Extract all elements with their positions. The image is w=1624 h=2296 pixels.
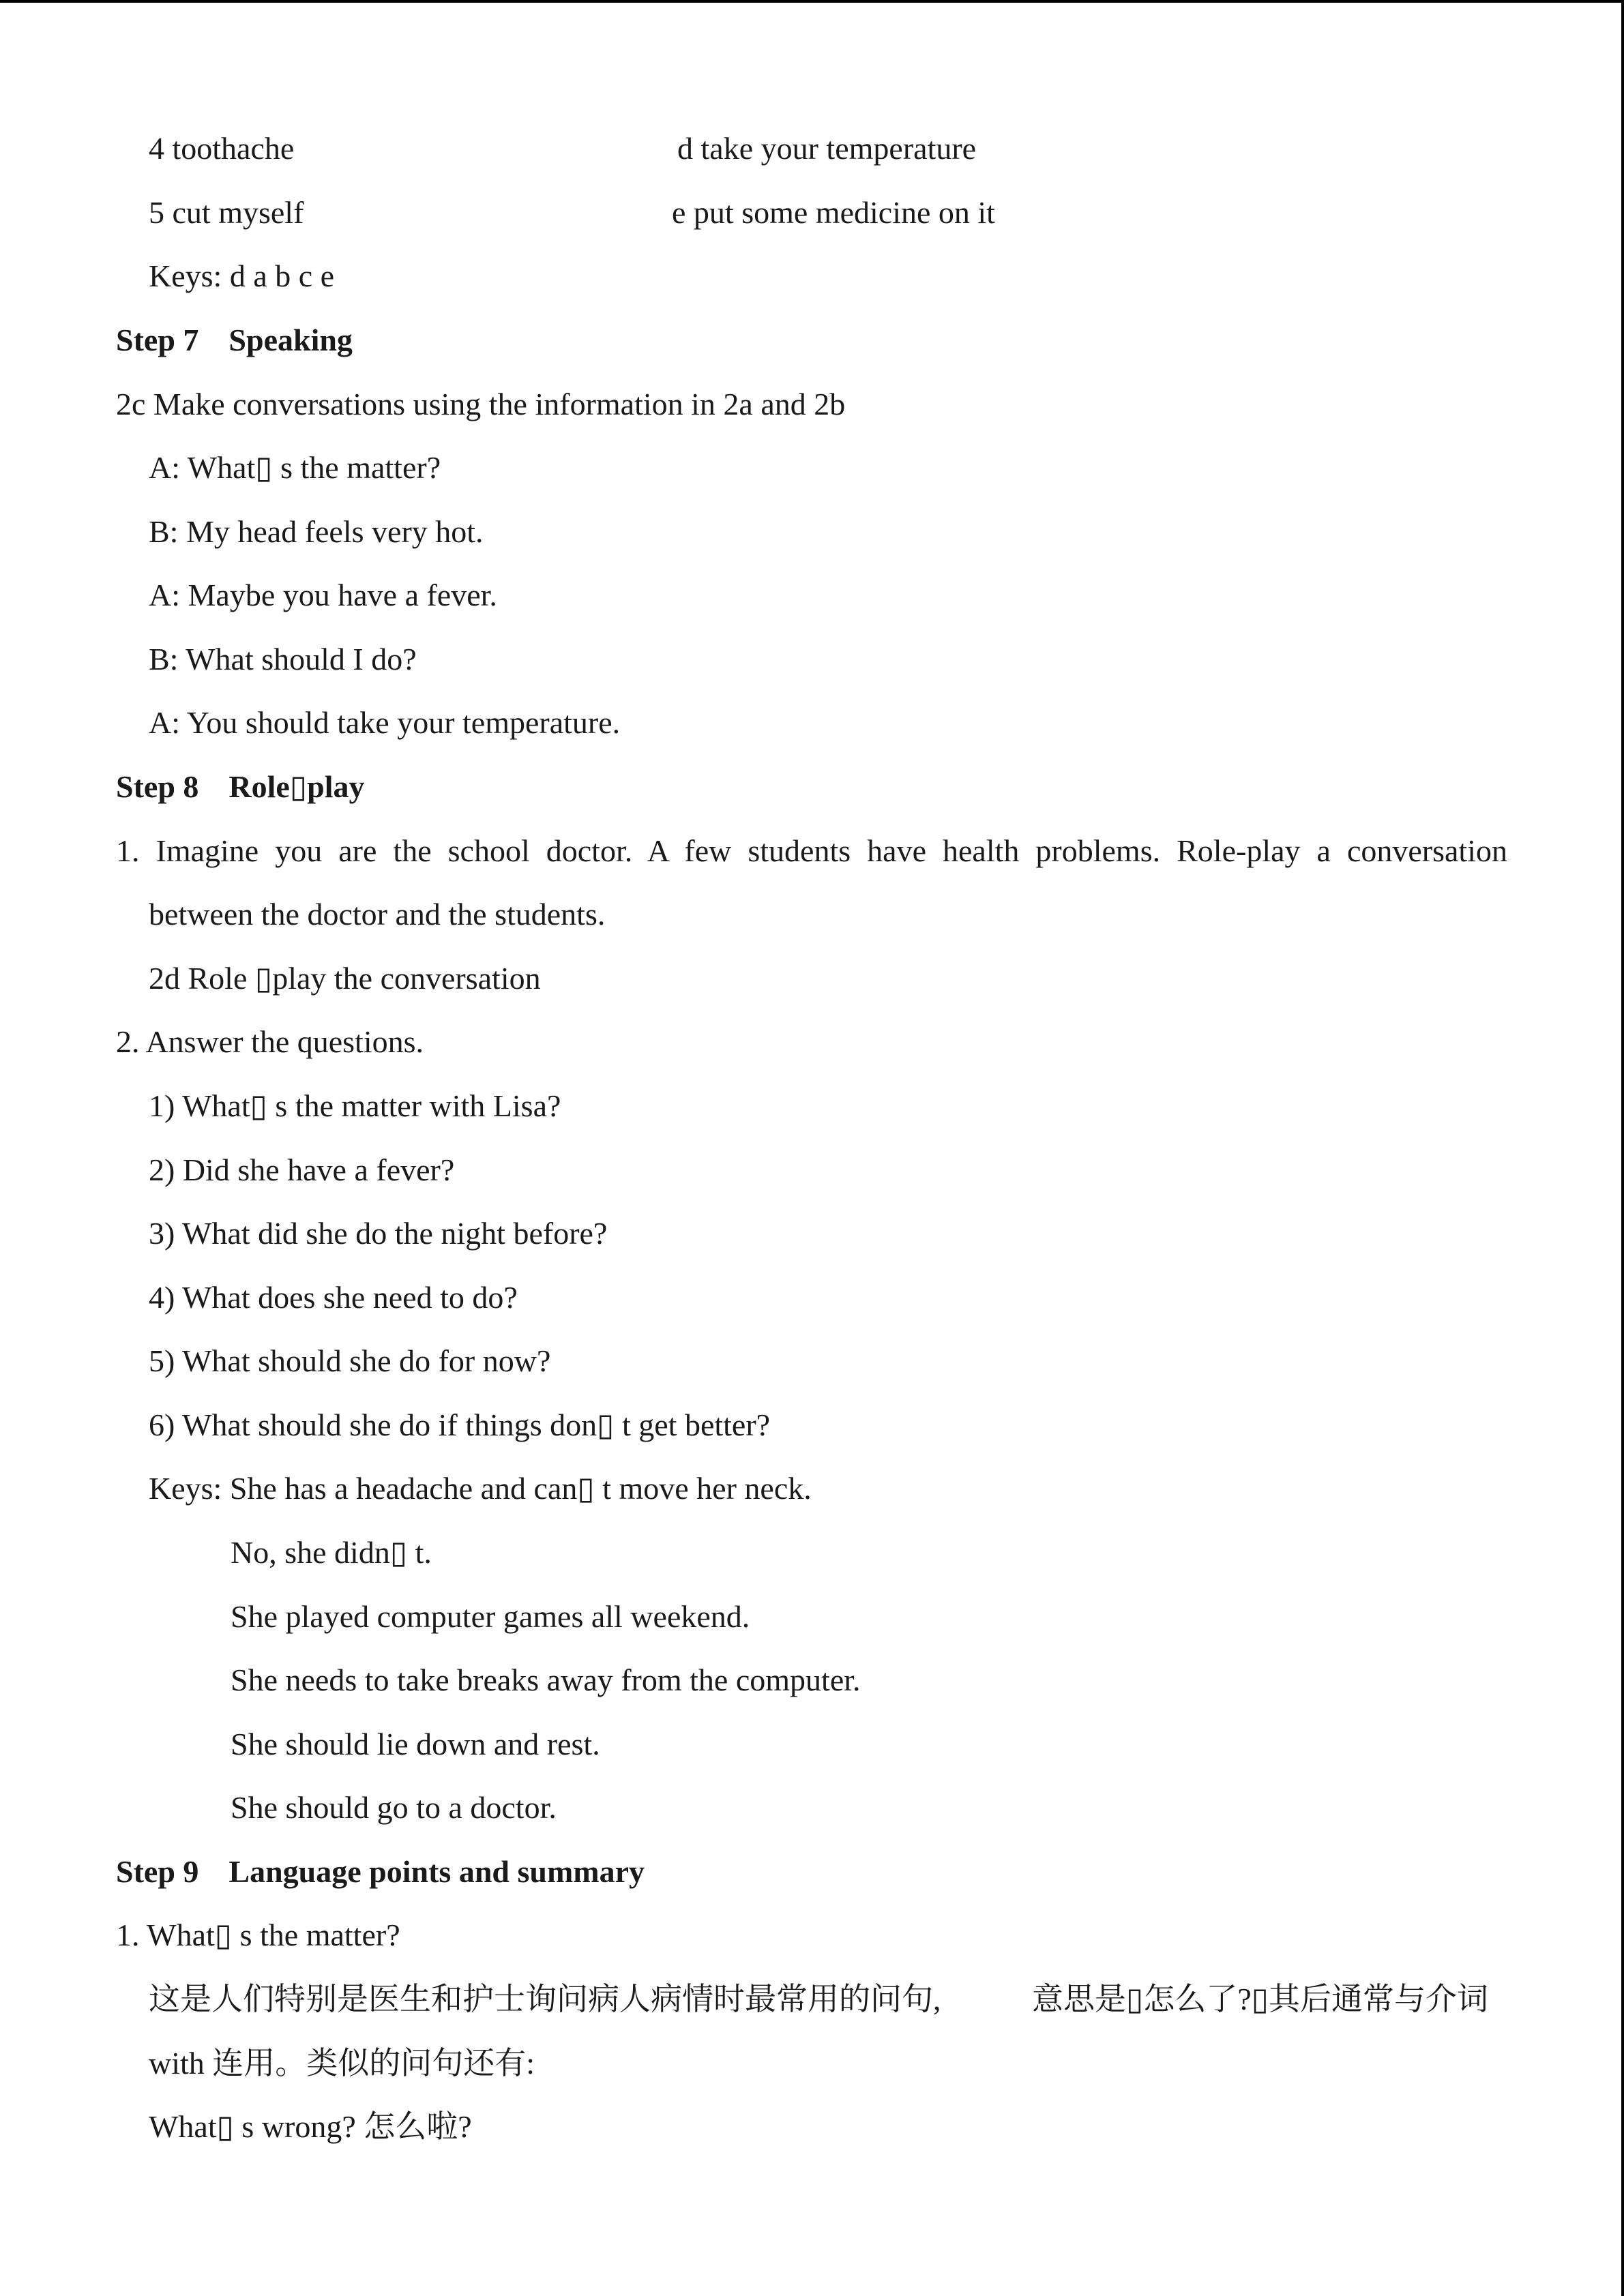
answer-3: She played computer games all weekend. — [231, 1599, 750, 1634]
match-left-4: 4 toothache — [149, 131, 295, 166]
answer-5: She should lie down and rest. — [231, 1727, 600, 1761]
step-7-label: Step 7 — [116, 323, 199, 357]
match-right-d: d take your temperature — [677, 131, 977, 166]
match-right-e: e put some medicine on it — [672, 195, 995, 230]
question-4: 4) What does she need to do? — [149, 1280, 518, 1315]
keys-matching: Keys: d a b c e — [149, 258, 335, 293]
answer-2: No, she didn▯ t. — [231, 1535, 432, 1570]
dialogue-line-2: B: My head feels very hot. — [149, 514, 484, 549]
language-point-1: 1. What▯ s the matter? — [116, 1918, 400, 1952]
question-6: 6) What should she do if things don▯ t get better? — [149, 1407, 771, 1442]
item-1-text: 1. Imagine you are the school doctor. A few students have health problems. Role-play a conversation — [116, 833, 1507, 868]
step-8-label: Step 8 — [116, 769, 199, 804]
keys-answers: Keys: She has a headache and can▯ t move her neck. — [149, 1471, 812, 1506]
step-9-title: Language points and summary — [228, 1854, 645, 1889]
question-3: 3) What did she do the night before? — [149, 1216, 608, 1251]
item-1-continuation: between the doctor and the students. — [149, 897, 606, 931]
step-8-heading — [116, 768, 365, 806]
question-1: 1) What▯ s the matter with Lisa? — [149, 1088, 561, 1123]
page-border-right — [1621, 0, 1624, 2296]
task-2c: 2c Make conversations using the information in 2a and 2b — [116, 387, 846, 421]
step-7-title: Speaking — [228, 323, 353, 357]
question-2: 2) Did she have a fever? — [149, 1152, 455, 1187]
item-2-text: 2. Answer the questions. — [116, 1024, 424, 1059]
dialogue-line-1: A: What▯ s the matter? — [149, 450, 441, 485]
step-7-heading — [116, 321, 353, 359]
answer-6: She should go to a doctor. — [231, 1790, 557, 1825]
page-border-top — [0, 0, 1624, 3]
dialogue-line-5: A: You should take your temperature. — [149, 705, 621, 740]
step-8-title: Role▯play — [228, 769, 365, 804]
step-9-label: Step 9 — [116, 1854, 199, 1889]
task-2d: 2d Role ▯play the conversation — [149, 961, 541, 996]
dialogue-line-3: A: Maybe you have a fever. — [149, 578, 497, 612]
answer-4: She needs to take breaks away from the computer. — [231, 1663, 861, 1697]
dialogue-line-4: B: What should I do? — [149, 642, 417, 676]
language-point-cn-line-1b: 意思是▯怎么了?▯其后通常与介词 — [1032, 1982, 1489, 2016]
match-left-5: 5 cut myself — [149, 195, 304, 230]
language-point-cn-line-1a: 这是人们特别是医生和护士询问病人病情时最常用的问句, — [149, 1982, 941, 2016]
language-point-cn-line-2: with 连用。类似的问句还有: — [149, 2046, 535, 2081]
language-point-whats-wrong: What▯ s wrong? 怎么啦? — [149, 2109, 472, 2144]
question-5: 5) What should she do for now? — [149, 1343, 551, 1378]
step-9-heading — [116, 1853, 645, 1891]
